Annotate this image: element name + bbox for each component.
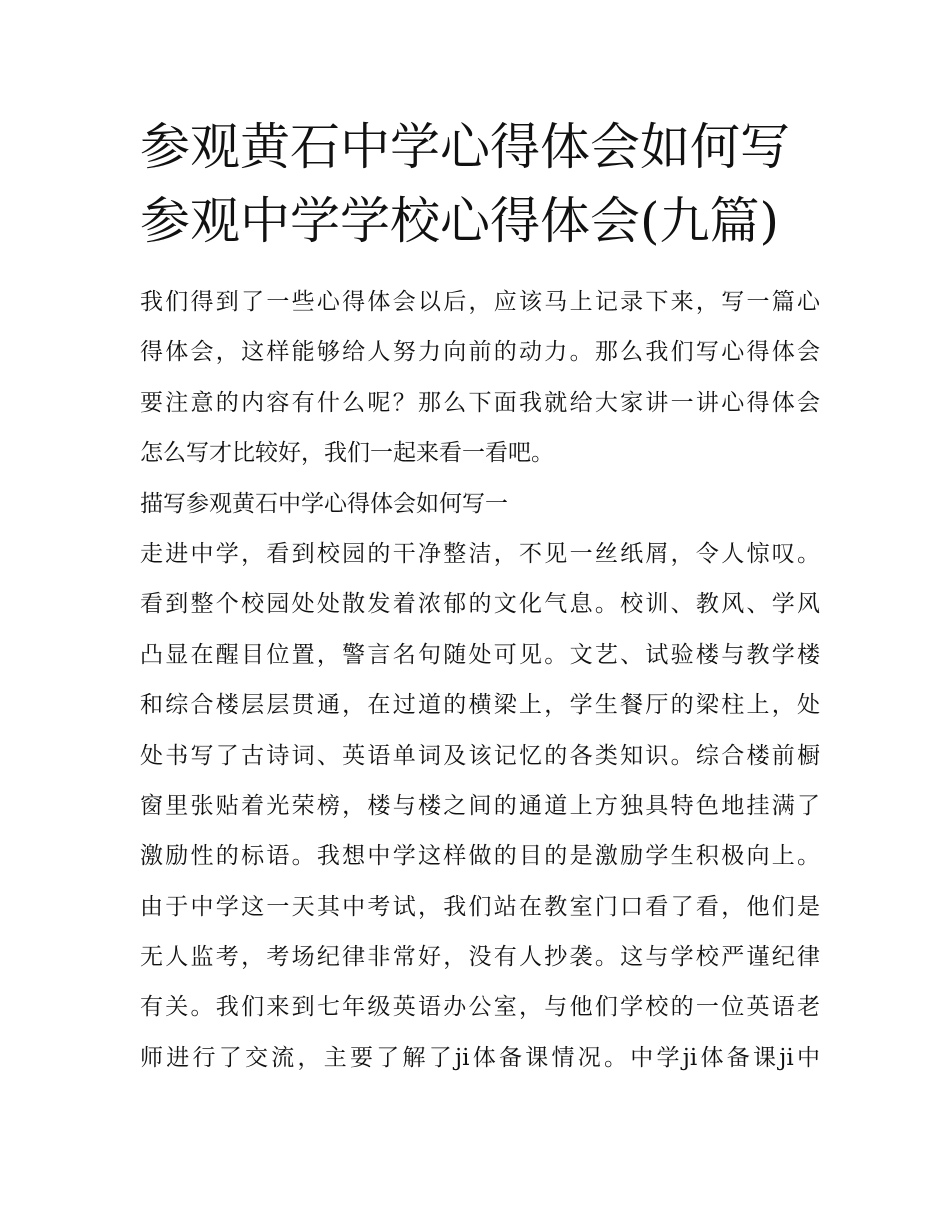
document-title [140,110,830,258]
paragraph-line: 凸显在醒目位置，警言名句随处可见。文艺、试验楼与教学楼 [140,641,820,668]
paragraph-line: 师进行了交流，主要了解了ji体备课情况。中学ji体备课ji中 [140,1044,820,1071]
section-heading: 描写参观黄石中学心得体会如何写一 [140,490,508,517]
paragraph-line: 走进中学，看到校园的干净整洁，不见一丝纸屑，令人惊叹。 [140,540,820,567]
paragraph-line: 激励性的标语。我想中学这样做的目的是激励学生积极向上。 [140,843,820,870]
paragraph-line: 和综合楼层层贯通，在过道的横梁上，学生餐厅的梁柱上，处 [140,692,820,719]
paragraph-intro-line: 要注意的内容有什么呢？那么下面我就给大家讲一讲心得体会 [140,389,820,416]
paragraph-line: 看到整个校园处处散发着浓郁的文化气息。校训、教风、学风 [140,591,820,618]
title-line-1: 参观黄石中学心得体会如何写 [140,118,790,176]
paragraph-line: 有关。我们来到七年级英语办公室，与他们学校的一位英语老 [140,994,820,1021]
paragraph-line: 由于中学这一天其中考试，我们站在教室门口看了看，他们是 [140,893,820,920]
paragraph-intro-line: 我们得到了一些心得体会以后，应该马上记录下来，写一篇心 [140,289,820,315]
paragraph-intro-line: 得体会，这样能够给人努力向前的动力。那么我们写心得体会 [140,339,820,366]
title-line-2: 参观中学学校心得体会(九篇) [140,192,780,250]
document-body [140,277,820,1083]
paragraph-line: 无人监考，考场纪律非常好，没有人抄袭。这与学校严谨纪律 [140,944,820,971]
paragraph-intro-line: 怎么写才比较好，我们一起来看一看吧。 [140,440,554,467]
paragraph-line: 窗里张贴着光荣榜，楼与楼之间的通道上方独具特色地挂满了 [140,792,820,819]
paragraph-line: 处书写了古诗词、英语单词及该记忆的各类知识。综合楼前橱 [140,742,820,769]
